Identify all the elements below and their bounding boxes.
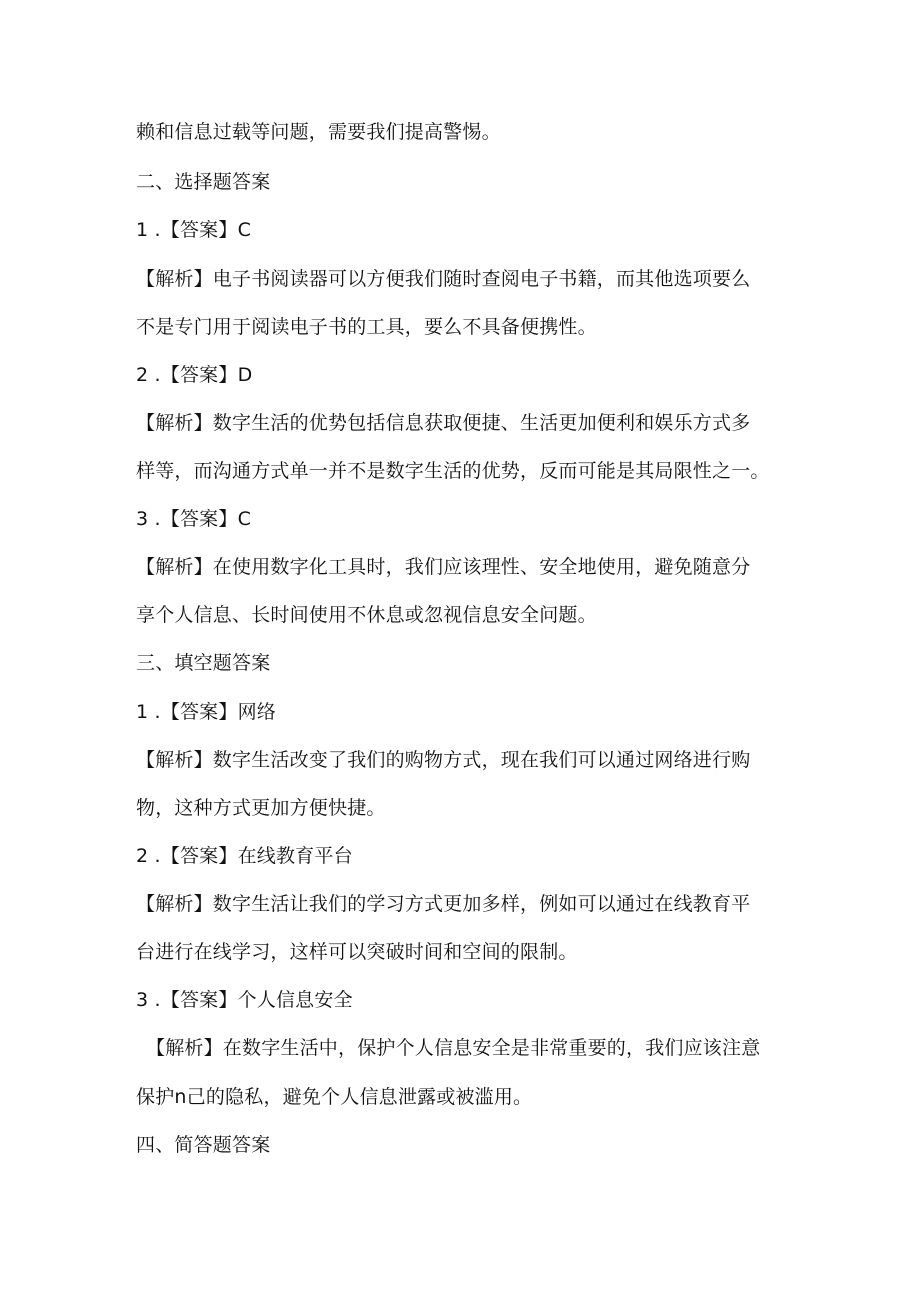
paragraph-line: 赖和信息过载等问题，需要我们提高警惕。 <box>136 121 501 143</box>
answer-line: 3 .【答案】个人信息安全 <box>136 989 353 1011</box>
explanation-line: 享个人信息、长时间使用不休息或忽视信息安全问题。 <box>136 604 597 626</box>
explanation-line: 台进行在线学习，这样可以突破时间和空间的限制。 <box>136 941 578 963</box>
section-heading-choice: 二、选择题答案 <box>136 171 271 193</box>
answer-line: 1 .【答案】网络 <box>136 701 276 723</box>
answer-line: 2 .【答案】在线教育平台 <box>136 845 353 867</box>
answer-line: 2 .【答案】D <box>136 364 253 386</box>
explanation-line: 【解析】数字生活的优势包括信息获取便捷、生活更加便利和娱乐方式多 <box>136 412 751 434</box>
explanation-line: 【解析】在数字生活中，保护个人信息安全是非常重要的，我们应该注意 <box>146 1037 761 1059</box>
explanation-line: 物，这种方式更加方便快捷。 <box>136 797 386 819</box>
explanation-line: 样等，而沟通方式单一并不是数字生活的优势，反而可能是其局限性之一。 <box>136 460 770 482</box>
section-heading-short-answer: 四、简答题答案 <box>136 1134 271 1156</box>
explanation-line: 【解析】电子书阅读器可以方便我们随时查阅电子书籍，而其他选项要么 <box>136 268 751 290</box>
explanation-line: 不是专门用于阅读电子书的工具，要么不具备便携性。 <box>136 316 597 338</box>
explanation-line: 【解析】数字生活让我们的学习方式更加多样，例如可以通过在线教育平 <box>136 893 751 915</box>
explanation-line: 【解析】在使用数字化工具时，我们应该理性、安全地使用，避免随意分 <box>136 556 751 578</box>
explanation-line: 【解析】数字生活改变了我们的购物方式，现在我们可以通过网络进行购 <box>136 749 751 771</box>
section-heading-fill: 三、填空题答案 <box>136 652 271 674</box>
answer-line: 1 .【答案】C <box>136 219 252 241</box>
answer-line: 3 .【答案】C <box>136 508 252 530</box>
explanation-line: 保护n己的隐私，避免个人信息泄露或被滥用。 <box>136 1086 533 1108</box>
